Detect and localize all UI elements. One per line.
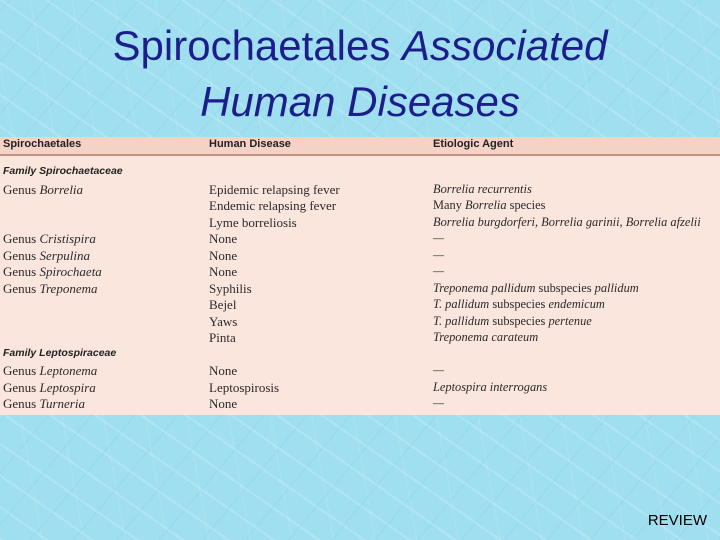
genus-prefix: Genus xyxy=(3,231,40,246)
genus-prefix: Genus xyxy=(3,181,40,197)
table-row xyxy=(0,330,720,346)
header-spirochaetales: Spirochaetales xyxy=(3,138,82,150)
genus-prefix: Genus xyxy=(3,363,40,378)
agent-italic: T. pallidum xyxy=(433,297,490,311)
agent-italic: Treponema pallidum xyxy=(433,280,536,295)
genus-name: Serpulina xyxy=(39,247,91,263)
agent-cell xyxy=(433,281,639,296)
genus-prefix: Genus xyxy=(3,264,40,279)
genus-prefix: Genus xyxy=(3,247,40,263)
disease-cell: Yaws xyxy=(209,313,238,329)
genus-prefix: Genus xyxy=(3,280,40,296)
family-name: Family Spirochaetaceae xyxy=(3,165,123,177)
agent-italic: Borrelia xyxy=(465,198,507,212)
disease-cell: Syphilis xyxy=(209,280,252,296)
agent-text: subspecies xyxy=(489,297,549,311)
disease-cell: Bejel xyxy=(209,297,237,312)
genus-cell xyxy=(3,281,98,297)
genus-name: Treponema xyxy=(39,280,98,296)
table-row xyxy=(0,264,720,280)
genus-name: Turneria xyxy=(39,396,85,411)
agent-cell: — xyxy=(433,247,445,262)
disease-table xyxy=(0,137,720,415)
table-row xyxy=(0,380,720,396)
family-row xyxy=(0,165,720,181)
agent-text: subspecies xyxy=(535,280,595,295)
title-part-2: Associated xyxy=(402,22,608,69)
genus-cell xyxy=(3,264,102,280)
agent-cell: — xyxy=(433,363,445,377)
genus-cell xyxy=(3,396,85,412)
agent-text: species xyxy=(506,198,546,212)
table-row xyxy=(0,198,720,214)
disease-cell: Leptospirosis xyxy=(209,379,280,395)
genus-name: Borrelia xyxy=(39,181,84,197)
agent-italic: pallidum xyxy=(594,280,639,295)
agent-cell: — xyxy=(433,264,445,278)
agent-cell: Borrelia recurrentis xyxy=(433,181,532,196)
header-human-disease: Human Disease xyxy=(209,138,291,150)
agent-italic: pertenue xyxy=(548,313,592,328)
disease-cell: Epidemic relapsing fever xyxy=(209,181,340,197)
disease-cell: None xyxy=(209,231,238,246)
agent-cell xyxy=(433,297,605,312)
genus-prefix: Genus xyxy=(3,396,40,411)
agent-italic: T. pallidum xyxy=(433,313,490,328)
header-etiologic-agent: Etiologic Agent xyxy=(433,138,514,150)
agent-cell: Borrelia burgdorferi, Borrelia garinii, Borrelia afzelii xyxy=(433,214,701,229)
agent-text: subspecies xyxy=(489,313,549,328)
genus-cell xyxy=(3,363,97,379)
disease-cell: Lyme borreliosis xyxy=(209,214,297,230)
genus-cell xyxy=(3,380,96,396)
disease-cell: None xyxy=(209,396,238,411)
slide-title xyxy=(0,18,720,130)
table-row xyxy=(0,231,720,247)
disease-cell: None xyxy=(209,247,238,263)
table-row xyxy=(0,281,720,297)
agent-cell: — xyxy=(433,396,445,410)
genus-cell xyxy=(3,231,96,247)
title-part-3: Human Diseases xyxy=(200,78,520,125)
genus-prefix: Genus xyxy=(3,379,40,395)
genus-name: Leptospira xyxy=(39,379,96,395)
disease-cell: Pinta xyxy=(209,330,236,345)
agent-italic: endemicum xyxy=(548,297,605,311)
genus-name: Leptonema xyxy=(39,363,98,378)
table-header xyxy=(0,137,720,156)
genus-cell xyxy=(3,182,83,198)
review-link[interactable]: REVIEW xyxy=(647,512,707,529)
disease-cell: None xyxy=(209,363,238,378)
family-row xyxy=(0,347,720,363)
agent-cell xyxy=(433,198,545,213)
table-row xyxy=(0,396,720,412)
agent-cell: Treponema carateum xyxy=(433,330,539,344)
agent-cell: — xyxy=(433,231,445,245)
disease-cell: None xyxy=(209,264,238,279)
family-name: Family Leptospiraceae xyxy=(3,346,117,359)
table-row xyxy=(0,363,720,379)
title-part-1: Spirochaetales xyxy=(112,22,391,69)
table-row xyxy=(0,215,720,231)
table-row xyxy=(0,314,720,330)
table-row xyxy=(0,248,720,264)
genus-cell xyxy=(3,248,90,264)
agent-cell xyxy=(433,314,592,329)
agent-cell: Leptospira interrogans xyxy=(433,379,548,394)
table-row xyxy=(0,297,720,313)
table-row xyxy=(0,182,720,198)
genus-name: Cristispira xyxy=(39,231,96,246)
disease-cell: Endemic relapsing fever xyxy=(209,198,337,213)
genus-name: Spirochaeta xyxy=(39,264,102,279)
agent-text: Many xyxy=(433,198,466,212)
